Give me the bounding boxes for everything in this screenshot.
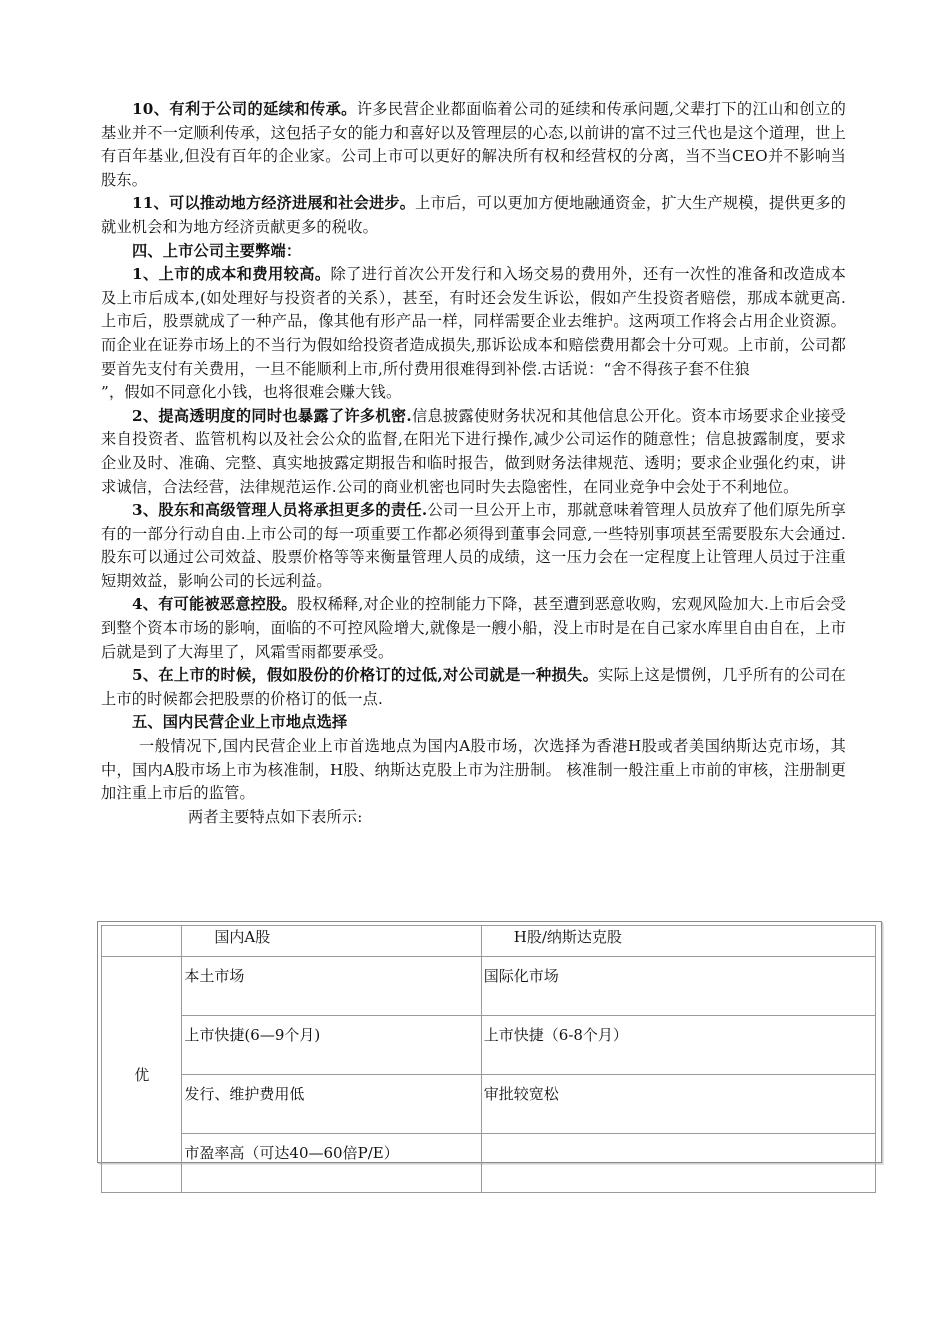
comparison-table-frame	[97, 921, 882, 1163]
item-11	[101, 192, 846, 239]
table-cell-a: 本土市场	[182, 957, 481, 1016]
drawback-4-title: 4、有可能被恶意控股。	[132, 595, 297, 614]
table-cell-a: 市盈率高（可达40—60倍P/E）	[182, 1134, 481, 1193]
item-11-title: 11、可以推动地方经济进展和社会进步。	[132, 194, 416, 213]
table-row	[102, 1016, 876, 1075]
drawback-1	[101, 263, 846, 381]
table-cell-h: 国际化市场	[481, 957, 875, 1016]
drawback-1-title: 1、上市的成本和费用较高。	[132, 265, 331, 284]
drawback-3-title: 3、股东和高级管理人员将承担更多的责任.	[132, 501, 428, 520]
section-four-heading: 四、上市公司主要弊端：	[132, 241, 302, 260]
drawback-5	[101, 664, 846, 711]
drawback-1-text: 除了进行首次公开发行和入场交易的费用外，还有一次性的准备和改造成本及上市后成本,(如处理好与投资者的关系），甚至，有时还会发生诉讼，假如产生投资者赔偿，那成本就更高.上市后，股票就成了一种产品，像其他有形产品一样，同样需要企业去维护。这两项工作将会占用企业资源。而企业在证券市场上的不当行为假如给投资者造成损失,那诉讼成本和赔偿费用都会十分可观。上市前，公司都要首先支付有关费用，一旦不能顺利上市,所付费用很难得到补偿.古话说：“舍不得孩子套不住狼	[101, 265, 847, 378]
item-10-text: 许多民营企业都面临着公司的延续和传承问题,父辈打下的江山和创立的基业并不一定顺利传承，这包括子女的能力和喜好以及管理层的心态,以前讲的富不过三代也是这个道理，世上有百年基业,但没有百年的企业家。公司上市可以更好的解决所有权和经营权的分离，当不当CEO并不影响当股东。	[101, 100, 846, 189]
drawback-2-text: 信息披露使财务状况和其他信息公开化。资本市场要求企业接受来自投资者、监管机构以及社会公众的监督,在阳光下进行操作,减少公司运作的随意性；信息披露制度，要求企业及时、准确、完整、真实地披露定期报告和临时报告，做到财务法律规范、透明；要求企业强化约束，讲求诚信，合法经营，法律规范运作.公司的商业机密也同时失去隐密性，在同业竞争中会处于不利地位。	[101, 406, 846, 496]
drawback-3-text: 公司一旦公开上市，那就意味着管理人员放弃了他们原先所享有的一部分行动自由.上市公司的每一项重要工作都必须得到董事会同意,一些特别事项甚至需要股东大会通过.股东可以通过公司效益、股票价格等等来衡量管理人员的成绩，这一压力会在一定程度上让管理人员过于注重短期效益，影响公司的长远利益。	[101, 501, 847, 590]
header-a-share: 国内A股	[182, 926, 481, 957]
drawback-5-title: 5、在上市的时候，假如股份的价格订的过低,对公司就是一种损失。	[132, 666, 599, 685]
advantages-label: 优	[102, 957, 182, 1193]
section-five-paragraph: 一般情况下,国内民营企业上市首选地点为国内A股市场，次选择为香港H股或者美国纳斯达克市场，其中，国内A股市场上市为核准制，H股、纳斯达克股上市为注册制。 核准制一般注重上市前的审核，注册制更加注重上市后的监管。	[101, 737, 846, 803]
drawback-4-text: 股权稀释,对企业的控制能力下降，甚至遭到恶意收购，宏观风险加大.上市后会受到整个资本市场的影响，面临的不可控风险增大,就像是一艘小船，没上市时是在自己家水库里自由自在，上市后就是到了大海里了，风霜雪雨都要承受。	[101, 595, 846, 661]
item-11-text: 上市后，可以更加方便地融通资金，扩大生产规模，提供更多的就业机会和为地方经济贡献更多的税收。	[101, 194, 846, 236]
item-10-title: 10、有利于公司的延续和传承。	[132, 100, 357, 118]
section-five-heading: 五、国内民营企业上市地点选择	[132, 713, 348, 732]
drawback-5-text: 实际上这是惯例，几乎所有的公司在上市的时候都会把股票的价格订的低一点.	[101, 666, 847, 708]
comparison-table	[101, 925, 876, 1193]
table-cell-h: 审批较宽松	[481, 1075, 875, 1134]
table-corner-cell	[102, 926, 182, 957]
table-cell-a: 发行、维护费用低	[182, 1075, 481, 1134]
drawback-4	[101, 593, 846, 664]
table-row	[102, 1134, 876, 1193]
drawback-3	[101, 499, 846, 593]
header-h-share: H股/纳斯达克股	[481, 926, 875, 957]
table-cell-h	[481, 1134, 875, 1193]
table-cell-h: 上市快捷（6-8个月）	[481, 1016, 875, 1075]
item-10	[101, 98, 846, 192]
drawback-1-continuation: ”，假如不同意化小钱，也将很难会赚大钱。	[101, 383, 402, 402]
document-body	[101, 98, 846, 829]
drawback-2-title: 2、提高透明度的同时也暴露了许多机密.	[132, 406, 412, 425]
table-header-row	[102, 926, 876, 957]
table-row	[102, 1075, 876, 1134]
table-row	[102, 957, 876, 1016]
drawback-2	[101, 405, 846, 499]
table-caption: 两者主要特点如下表所示:	[188, 807, 363, 826]
table-cell-a: 上市快捷(6—9个月)	[182, 1016, 481, 1075]
